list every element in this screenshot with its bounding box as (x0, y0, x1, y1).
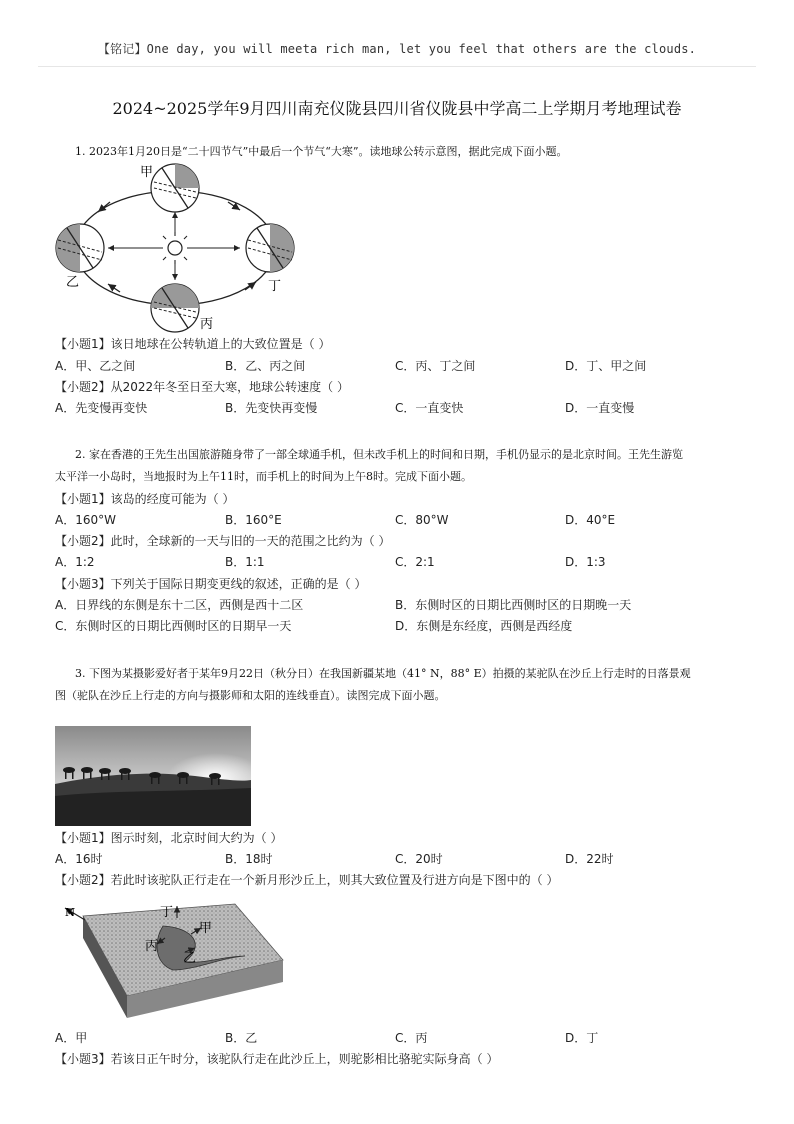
q1-stem: 1. 2023年1月20日是“二十四节气”中最后一个节气“大寒”。读地球公转示意图，据此完成下面小题。 (75, 145, 568, 158)
orbit-arrow-icon (98, 202, 110, 212)
label-yi: 乙 (66, 275, 80, 290)
earth-position-yi-icon (56, 224, 104, 272)
label-north: N (65, 906, 76, 919)
camel-caravan-sunset-photo (55, 726, 251, 826)
option-c[interactable]: C．丙 (395, 1031, 428, 1045)
q1-sub2: 【小题2】从2022年冬至日至大寒，地球公转速度（ ） (55, 380, 349, 394)
option-b[interactable]: B．160°E (225, 513, 282, 527)
option-b[interactable]: B．东侧时区的日期比西侧时区的日期晚一天 (395, 598, 632, 612)
option-c[interactable]: C．东侧时区的日期比西侧时区的日期早一天 (55, 619, 292, 633)
earth-orbit-diagram (50, 160, 300, 335)
label-ding: 丁 (160, 905, 174, 920)
option-b[interactable]: B．乙 (225, 1031, 258, 1045)
sun-icon (159, 232, 191, 264)
option-d[interactable]: D．一直变慢 (565, 401, 635, 415)
option-c[interactable]: C．20时 (395, 852, 443, 866)
label-yi: 乙 (183, 951, 197, 966)
q2-stem-line1: 2. 家在香港的王先生出国旅游随身带了一部全球通手机，但未改手机上的时间和日期，手机仍显示的是北京时间。王先生游览 (75, 448, 683, 461)
option-a[interactable]: A．甲 (55, 1031, 88, 1045)
orbit-arrow-icon (245, 282, 256, 290)
option-b[interactable]: B．1:1 (225, 555, 265, 569)
crescent-dune-diagram (55, 898, 290, 1028)
earth-position-jia-icon (151, 164, 199, 212)
label-bing: 丙 (200, 317, 214, 332)
q2-sub1: 【小题1】该岛的经度可能为（ ） (55, 492, 235, 506)
q1-sub1: 【小题1】该日地球在公转轨道上的大致位置是（ ） (55, 337, 331, 351)
option-b[interactable]: B．先变快再变慢 (225, 401, 318, 415)
option-a[interactable]: A．先变慢再变快 (55, 401, 148, 415)
label-bing: 丙 (145, 939, 159, 954)
option-b[interactable]: B．18时 (225, 852, 273, 866)
q3-sub3: 【小题3】若该日正午时分，该驼队行走在此沙丘上，则驼影相比骆驼实际身高（ ） (55, 1052, 499, 1066)
option-d[interactable]: D．东侧是东经度，西侧是西经度 (395, 619, 573, 633)
option-c[interactable]: C．丙、丁之间 (395, 359, 476, 373)
option-b[interactable]: B．乙、丙之间 (225, 359, 306, 373)
option-c[interactable]: C．一直变快 (395, 401, 464, 415)
option-d[interactable]: D．丁、甲之间 (565, 359, 647, 373)
option-a[interactable]: A．日界线的东侧是东十二区，西侧是西十二区 (55, 598, 304, 612)
label-jia: 甲 (140, 165, 154, 180)
q2-stem-line2: 太平洋一小岛时，当地报时为上午11时，而手机上的时间为上午8时。完成下面小题。 (55, 470, 472, 483)
option-a[interactable]: A．甲、乙之间 (55, 359, 136, 373)
q2-sub3: 【小题3】下列关于国际日期变更线的叙述，正确的是（ ） (55, 577, 367, 591)
q3-sub2: 【小题2】若此时该驼队正行走在一个新月形沙丘上，则其大致位置及行进方向是下图中的（ ） (55, 873, 559, 887)
q3-sub1: 【小题1】图示时刻，北京时间大约为（ ） (55, 831, 283, 845)
q3-stem-line2: 图（驼队在沙丘上行走的方向与摄影师和太阳的连线垂直）。读图完成下面小题。 (55, 689, 446, 702)
earth-position-ding-icon (246, 224, 294, 272)
option-d[interactable]: D．40°E (565, 513, 616, 527)
header-motto: 【铭记】One day, you will meeta rich man, let you feel that others are the clouds. (97, 42, 697, 56)
option-d[interactable]: D．丁 (565, 1031, 599, 1045)
label-jia: 甲 (199, 921, 213, 936)
earth-position-bing-icon (151, 284, 199, 332)
option-d[interactable]: D．1:3 (565, 555, 606, 569)
page-title: 2024~2025学年9月四川南充仪陇县四川省仪陇县中学高二上学期月考地理试卷 (112, 99, 682, 118)
option-a[interactable]: A．1:2 (55, 555, 95, 569)
option-d[interactable]: D．22时 (565, 852, 614, 866)
header-divider (38, 66, 756, 67)
option-c[interactable]: C．2:1 (395, 555, 435, 569)
q2-sub2: 【小题2】此时，全球新的一天与旧的一天的范围之比约为（ ） (55, 534, 391, 548)
option-a[interactable]: A．16时 (55, 852, 103, 866)
q3-stem-line1: 3. 下图为某摄影爱好者于某年9月22日（秋分日）在我国新疆某地（41° N，88° E）拍摄的某驼队在沙丘上行走时的日落景观 (75, 667, 691, 680)
label-ding: 丁 (268, 279, 282, 294)
option-c[interactable]: C．80°W (395, 513, 449, 527)
option-a[interactable]: A．160°W (55, 513, 116, 527)
